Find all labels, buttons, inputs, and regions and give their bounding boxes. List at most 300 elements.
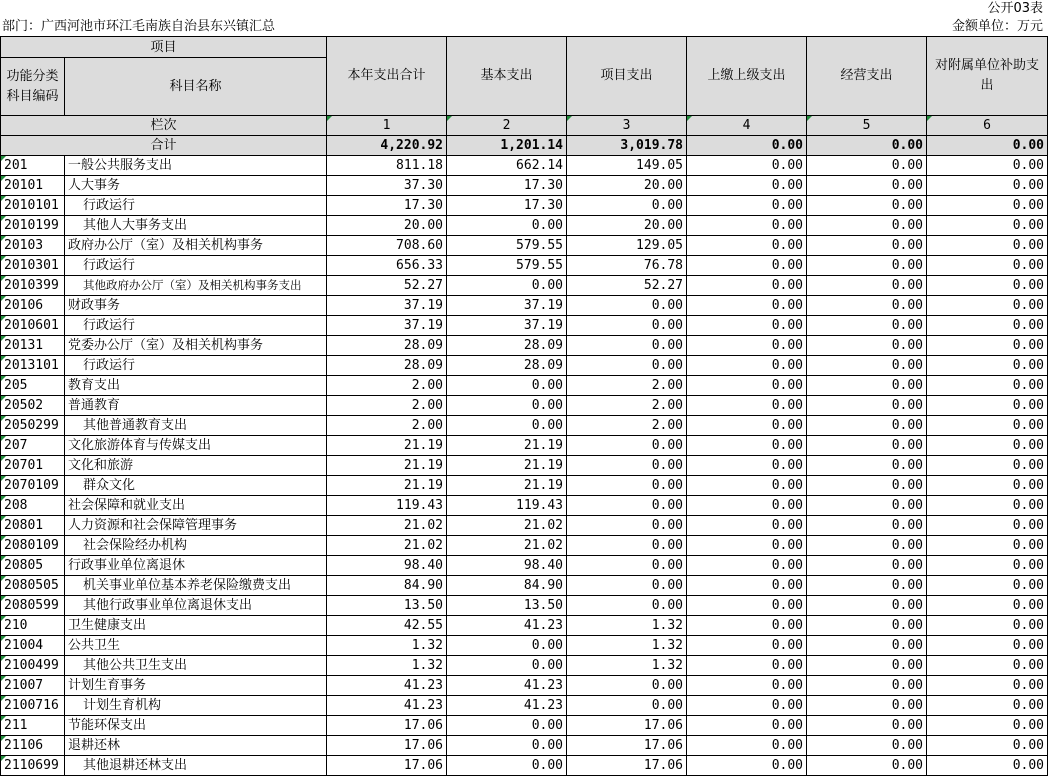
row-value-6[interactable]: 0.00 — [927, 196, 1048, 216]
row-value-1[interactable]: 21.19 — [327, 456, 447, 476]
row-name-cell[interactable]: 社会保险经办机构 — [65, 536, 327, 556]
row-value-3[interactable]: 76.78 — [567, 256, 687, 276]
row-name-cell[interactable]: 群众文化 — [65, 476, 327, 496]
row-value-6[interactable]: 0.00 — [927, 516, 1048, 536]
row-value-1[interactable]: 37.19 — [327, 316, 447, 336]
row-value-1[interactable]: 17.06 — [327, 716, 447, 736]
row-value-3[interactable]: 2.00 — [567, 416, 687, 436]
row-value-4[interactable]: 0.00 — [687, 716, 807, 736]
row-value-4[interactable]: 0.00 — [687, 476, 807, 496]
row-code-cell[interactable]: 2010601 — [1, 316, 65, 336]
row-value-1[interactable]: 41.23 — [327, 676, 447, 696]
row-value-5[interactable]: 0.00 — [807, 556, 927, 576]
row-value-1[interactable]: 21.02 — [327, 536, 447, 556]
row-value-1[interactable]: 2.00 — [327, 396, 447, 416]
row-value-4[interactable]: 0.00 — [687, 376, 807, 396]
row-name-cell[interactable]: 一般公共服务支出 — [65, 156, 327, 176]
row-value-6[interactable]: 0.00 — [927, 416, 1048, 436]
column-number-2[interactable]: 2 — [447, 116, 567, 136]
row-value-2[interactable]: 28.09 — [447, 336, 567, 356]
row-code-cell[interactable]: 20101 — [1, 176, 65, 196]
row-value-5[interactable]: 0.00 — [807, 576, 927, 596]
row-code-cell[interactable]: 210 — [1, 616, 65, 636]
row-name-cell[interactable]: 其他人大事务支出 — [65, 216, 327, 236]
row-value-1[interactable]: 2.00 — [327, 376, 447, 396]
row-value-6[interactable]: 0.00 — [927, 336, 1048, 356]
cell-marker-icon — [1, 616, 6, 621]
row-value-2[interactable]: 579.55 — [447, 236, 567, 256]
cell-marker-icon — [447, 116, 452, 121]
total-value-3[interactable]: 3,019.78 — [567, 136, 687, 156]
row-code-cell[interactable]: 2080109 — [1, 536, 65, 556]
row-value-6[interactable]: 0.00 — [927, 576, 1048, 596]
header-total-expenditure[interactable]: 本年支出合计 — [327, 37, 447, 116]
row-value-2[interactable]: 21.02 — [447, 536, 567, 556]
header-operating-expenditure[interactable]: 经营支出 — [807, 37, 927, 116]
row-value-2[interactable]: 0.00 — [447, 636, 567, 656]
column-number-6[interactable]: 6 — [927, 116, 1048, 136]
row-value-5[interactable]: 0.00 — [807, 396, 927, 416]
row-code-cell[interactable]: 20103 — [1, 236, 65, 256]
row-value-2[interactable]: 0.00 — [447, 756, 567, 776]
row-value-5[interactable]: 0.00 — [807, 596, 927, 616]
row-value-5[interactable]: 0.00 — [807, 476, 927, 496]
row-value-3[interactable]: 0.00 — [567, 356, 687, 376]
row-name-cell[interactable]: 行政事业单位离退休 — [65, 556, 327, 576]
row-value-2[interactable]: 662.14 — [447, 156, 567, 176]
header-subsidy-affiliates[interactable]: 对附属单位补助支出 — [927, 37, 1048, 116]
row-code-cell[interactable]: 208 — [1, 496, 65, 516]
row-value-3[interactable]: 0.00 — [567, 536, 687, 556]
row-value-6[interactable]: 0.00 — [927, 636, 1048, 656]
row-name-cell[interactable]: 文化和旅游 — [65, 456, 327, 476]
row-name-cell[interactable]: 退耕还林 — [65, 736, 327, 756]
row-value-1[interactable]: 84.90 — [327, 576, 447, 596]
row-value-3[interactable]: 149.05 — [567, 156, 687, 176]
total-value-4[interactable]: 0.00 — [687, 136, 807, 156]
row-code-cell[interactable]: 20131 — [1, 336, 65, 356]
row-value-6[interactable]: 0.00 — [927, 436, 1048, 456]
row-value-6[interactable]: 0.00 — [927, 256, 1048, 276]
row-value-3[interactable]: 0.00 — [567, 496, 687, 516]
row-value-4[interactable]: 0.00 — [687, 316, 807, 336]
row-value-1[interactable]: 21.02 — [327, 516, 447, 536]
cell-marker-icon — [1, 396, 6, 401]
row-code-cell[interactable]: 20701 — [1, 456, 65, 476]
row-value-3[interactable]: 0.00 — [567, 696, 687, 716]
row-value-5[interactable]: 0.00 — [807, 236, 927, 256]
cell-marker-icon — [1, 596, 6, 601]
row-name-cell[interactable]: 教育支出 — [65, 376, 327, 396]
row-value-4[interactable]: 0.00 — [687, 656, 807, 676]
row-name-cell[interactable]: 节能环保支出 — [65, 716, 327, 736]
row-value-1[interactable]: 28.09 — [327, 336, 447, 356]
row-value-2[interactable]: 0.00 — [447, 656, 567, 676]
item-group-header[interactable]: 项目 — [1, 37, 327, 58]
row-code-cell[interactable]: 205 — [1, 376, 65, 396]
row-value-5[interactable]: 0.00 — [807, 616, 927, 636]
row-code-cell[interactable]: 2100499 — [1, 656, 65, 676]
row-code-cell[interactable]: 2080599 — [1, 596, 65, 616]
row-value-5[interactable]: 0.00 — [807, 216, 927, 236]
row-value-1[interactable]: 21.19 — [327, 436, 447, 456]
header-basic-expenditure[interactable]: 基本支出 — [447, 37, 567, 116]
row-value-1[interactable]: 28.09 — [327, 356, 447, 376]
row-value-1[interactable]: 119.43 — [327, 496, 447, 516]
row-value-6[interactable]: 0.00 — [927, 316, 1048, 336]
row-value-2[interactable]: 13.50 — [447, 596, 567, 616]
row-value-4[interactable]: 0.00 — [687, 156, 807, 176]
row-value-4[interactable]: 0.00 — [687, 496, 807, 516]
row-value-3[interactable]: 2.00 — [567, 376, 687, 396]
row-value-3[interactable]: 52.27 — [567, 276, 687, 296]
row-value-6[interactable]: 0.00 — [927, 556, 1048, 576]
row-code-cell[interactable]: 2013101 — [1, 356, 65, 376]
cell-marker-icon — [1, 476, 6, 481]
row-value-1[interactable]: 37.30 — [327, 176, 447, 196]
row-value-4[interactable]: 0.00 — [687, 336, 807, 356]
row-value-5[interactable]: 0.00 — [807, 336, 927, 356]
cell-marker-icon — [1, 336, 6, 341]
row-name-cell[interactable]: 公共卫生 — [65, 636, 327, 656]
column-number-1[interactable]: 1 — [327, 116, 447, 136]
row-value-3[interactable]: 20.00 — [567, 176, 687, 196]
cell-marker-icon — [1, 156, 6, 161]
row-value-2[interactable]: 0.00 — [447, 736, 567, 756]
row-value-2[interactable]: 37.19 — [447, 316, 567, 336]
row-code-cell[interactable]: 207 — [1, 436, 65, 456]
cell-marker-icon — [1, 196, 6, 201]
row-name-cell[interactable]: 政府办公厅（室）及相关机构事务 — [65, 236, 327, 256]
row-value-4[interactable]: 0.00 — [687, 596, 807, 616]
row-value-6[interactable]: 0.00 — [927, 396, 1048, 416]
row-value-1[interactable]: 21.19 — [327, 476, 447, 496]
row-value-2[interactable]: 21.19 — [447, 476, 567, 496]
row-value-5[interactable]: 0.00 — [807, 636, 927, 656]
row-value-1[interactable]: 37.19 — [327, 296, 447, 316]
row-value-6[interactable]: 0.00 — [927, 176, 1048, 196]
row-name-cell[interactable]: 文化旅游体育与传媒支出 — [65, 436, 327, 456]
row-value-1[interactable]: 17.30 — [327, 196, 447, 216]
row-value-5[interactable]: 0.00 — [807, 196, 927, 216]
row-value-3[interactable]: 17.06 — [567, 736, 687, 756]
row-value-6[interactable]: 0.00 — [927, 676, 1048, 696]
row-code-cell[interactable]: 21106 — [1, 736, 65, 756]
row-value-4[interactable]: 0.00 — [687, 236, 807, 256]
row-name-cell[interactable]: 行政运行 — [65, 196, 327, 216]
row-name-cell[interactable]: 其他普通教育支出 — [65, 416, 327, 436]
header-remit-superior[interactable]: 上缴上级支出 — [687, 37, 807, 116]
total-value-6[interactable]: 0.00 — [927, 136, 1048, 156]
row-value-5[interactable]: 0.00 — [807, 376, 927, 396]
row-value-5[interactable]: 0.00 — [807, 756, 927, 776]
row-value-5[interactable]: 0.00 — [807, 536, 927, 556]
row-value-1[interactable]: 1.32 — [327, 636, 447, 656]
cell-marker-icon — [807, 116, 812, 121]
row-value-4[interactable]: 0.00 — [687, 196, 807, 216]
row-code-cell[interactable]: 2070109 — [1, 476, 65, 496]
row-value-5[interactable]: 0.00 — [807, 696, 927, 716]
row-value-1[interactable]: 17.06 — [327, 736, 447, 756]
row-code-cell[interactable]: 2110699 — [1, 756, 65, 776]
table-row — [1, 456, 1048, 476]
row-name-cell[interactable]: 计划生育机构 — [65, 696, 327, 716]
row-value-3[interactable]: 0.00 — [567, 336, 687, 356]
row-value-1[interactable]: 708.60 — [327, 236, 447, 256]
row-value-1[interactable]: 98.40 — [327, 556, 447, 576]
row-value-2[interactable]: 21.19 — [447, 456, 567, 476]
row-value-3[interactable]: 0.00 — [567, 436, 687, 456]
row-name-cell[interactable]: 其他退耕还林支出 — [65, 756, 327, 776]
row-value-2[interactable]: 41.23 — [447, 696, 567, 716]
row-value-1[interactable]: 20.00 — [327, 216, 447, 236]
row-value-4[interactable]: 0.00 — [687, 256, 807, 276]
cell-marker-icon — [1, 356, 6, 361]
lanci-label[interactable]: 栏次 — [1, 116, 327, 136]
row-value-4[interactable]: 0.00 — [687, 756, 807, 776]
cell-marker-icon — [1, 736, 6, 741]
row-code-cell[interactable]: 201 — [1, 156, 65, 176]
row-name-cell[interactable]: 其他政府办公厅（室）及相关机构事务支出 — [65, 276, 327, 296]
row-value-5[interactable]: 0.00 — [807, 356, 927, 376]
row-value-1[interactable]: 2.00 — [327, 416, 447, 436]
row-value-5[interactable]: 0.00 — [807, 736, 927, 756]
row-value-3[interactable]: 0.00 — [567, 476, 687, 496]
column-number-4[interactable]: 4 — [687, 116, 807, 136]
row-value-6[interactable]: 0.00 — [927, 536, 1048, 556]
row-value-4[interactable]: 0.00 — [687, 356, 807, 376]
row-value-2[interactable]: 579.55 — [447, 256, 567, 276]
row-value-4[interactable]: 0.00 — [687, 636, 807, 656]
row-value-4[interactable]: 0.00 — [687, 296, 807, 316]
row-value-6[interactable]: 0.00 — [927, 156, 1048, 176]
row-value-1[interactable]: 1.32 — [327, 656, 447, 676]
row-value-5[interactable]: 0.00 — [807, 276, 927, 296]
row-name-cell[interactable]: 机关事业单位基本养老保险缴费支出 — [65, 576, 327, 596]
row-name-cell[interactable]: 其他公共卫生支出 — [65, 656, 327, 676]
row-value-1[interactable]: 656.33 — [327, 256, 447, 276]
row-code-cell[interactable]: 2010301 — [1, 256, 65, 276]
row-value-2[interactable]: 41.23 — [447, 676, 567, 696]
row-value-5[interactable]: 0.00 — [807, 296, 927, 316]
row-value-3[interactable]: 0.00 — [567, 676, 687, 696]
row-value-3[interactable]: 129.05 — [567, 236, 687, 256]
row-value-3[interactable]: 17.06 — [567, 756, 687, 776]
row-value-4[interactable]: 0.00 — [687, 676, 807, 696]
row-name-cell[interactable]: 财政事务 — [65, 296, 327, 316]
table-row — [1, 696, 1048, 716]
row-value-4[interactable]: 0.00 — [687, 396, 807, 416]
row-value-1[interactable]: 13.50 — [327, 596, 447, 616]
row-value-2[interactable]: 21.02 — [447, 516, 567, 536]
row-value-3[interactable]: 0.00 — [567, 576, 687, 596]
cell-marker-icon — [327, 116, 332, 121]
row-value-3[interactable]: 0.00 — [567, 296, 687, 316]
row-value-5[interactable]: 0.00 — [807, 176, 927, 196]
table-row — [1, 416, 1048, 436]
row-code-cell[interactable]: 2050299 — [1, 416, 65, 436]
cell-marker-icon — [1, 496, 6, 501]
row-value-4[interactable]: 0.00 — [687, 436, 807, 456]
row-value-5[interactable]: 0.00 — [807, 316, 927, 336]
table-row — [1, 576, 1048, 596]
header-project-expenditure[interactable]: 项目支出 — [567, 37, 687, 116]
row-value-2[interactable]: 119.43 — [447, 496, 567, 516]
row-name-cell[interactable]: 社会保障和就业支出 — [65, 496, 327, 516]
row-value-6[interactable]: 0.00 — [927, 596, 1048, 616]
row-name-cell[interactable]: 卫生健康支出 — [65, 616, 327, 636]
row-code-cell[interactable]: 20106 — [1, 296, 65, 316]
row-value-6[interactable]: 0.00 — [927, 656, 1048, 676]
row-name-cell[interactable]: 党委办公厅（室）及相关机构事务 — [65, 336, 327, 356]
row-code-cell[interactable]: 2080505 — [1, 576, 65, 596]
row-value-1[interactable]: 17.06 — [327, 756, 447, 776]
row-value-3[interactable]: 17.06 — [567, 716, 687, 736]
row-value-3[interactable]: 1.32 — [567, 636, 687, 656]
row-value-2[interactable]: 98.40 — [447, 556, 567, 576]
row-value-2[interactable]: 17.30 — [447, 196, 567, 216]
column-number-3[interactable]: 3 — [567, 116, 687, 136]
total-row — [1, 136, 1048, 156]
row-value-4[interactable]: 0.00 — [687, 276, 807, 296]
row-value-3[interactable]: 0.00 — [567, 316, 687, 336]
header-name[interactable]: 科目名称 — [65, 58, 327, 116]
cell-marker-icon — [1, 696, 6, 701]
row-value-6[interactable]: 0.00 — [927, 716, 1048, 736]
table-row — [1, 196, 1048, 216]
row-value-4[interactable]: 0.00 — [687, 736, 807, 756]
row-value-6[interactable]: 0.00 — [927, 496, 1048, 516]
row-value-4[interactable]: 0.00 — [687, 216, 807, 236]
row-value-6[interactable]: 0.00 — [927, 356, 1048, 376]
cell-marker-icon — [1, 416, 6, 421]
row-name-cell[interactable]: 人大事务 — [65, 176, 327, 196]
row-value-3[interactable]: 0.00 — [567, 596, 687, 616]
row-value-6[interactable]: 0.00 — [927, 296, 1048, 316]
total-value-2[interactable]: 1,201.14 — [447, 136, 567, 156]
row-value-4[interactable]: 0.00 — [687, 516, 807, 536]
row-value-3[interactable]: 0.00 — [567, 516, 687, 536]
row-value-3[interactable]: 0.00 — [567, 196, 687, 216]
row-value-3[interactable]: 1.32 — [567, 656, 687, 676]
row-value-5[interactable]: 0.00 — [807, 436, 927, 456]
row-value-3[interactable]: 0.00 — [567, 456, 687, 476]
row-name-cell[interactable]: 其他行政事业单位离退休支出 — [65, 596, 327, 616]
row-value-5[interactable]: 0.00 — [807, 256, 927, 276]
row-value-2[interactable]: 0.00 — [447, 276, 567, 296]
row-code-cell[interactable]: 20801 — [1, 516, 65, 536]
row-value-3[interactable]: 2.00 — [567, 396, 687, 416]
row-code-cell[interactable]: 2010101 — [1, 196, 65, 216]
total-label[interactable]: 合计 — [1, 136, 327, 156]
row-value-2[interactable]: 17.30 — [447, 176, 567, 196]
cell-marker-icon — [1, 656, 6, 661]
row-value-4[interactable]: 0.00 — [687, 576, 807, 596]
row-code-cell[interactable]: 21007 — [1, 676, 65, 696]
row-code-cell[interactable]: 20502 — [1, 396, 65, 416]
row-value-2[interactable]: 0.00 — [447, 216, 567, 236]
row-value-6[interactable]: 0.00 — [927, 216, 1048, 236]
row-name-cell[interactable]: 行政运行 — [65, 356, 327, 376]
row-name-cell[interactable]: 行政运行 — [65, 316, 327, 336]
row-value-2[interactable]: 28.09 — [447, 356, 567, 376]
row-value-6[interactable]: 0.00 — [927, 756, 1048, 776]
row-value-6[interactable]: 0.00 — [927, 696, 1048, 716]
row-value-4[interactable]: 0.00 — [687, 616, 807, 636]
row-value-2[interactable]: 0.00 — [447, 376, 567, 396]
row-value-5[interactable]: 0.00 — [807, 496, 927, 516]
cell-marker-icon — [1, 236, 6, 241]
total-value-5[interactable]: 0.00 — [807, 136, 927, 156]
row-value-2[interactable]: 0.00 — [447, 396, 567, 416]
table-row — [1, 316, 1048, 336]
row-code-cell[interactable]: 2100716 — [1, 696, 65, 716]
row-value-5[interactable]: 0.00 — [807, 156, 927, 176]
row-value-2[interactable]: 21.19 — [447, 436, 567, 456]
row-value-5[interactable]: 0.00 — [807, 676, 927, 696]
row-value-2[interactable]: 37.19 — [447, 296, 567, 316]
row-value-2[interactable]: 0.00 — [447, 716, 567, 736]
row-value-4[interactable]: 0.00 — [687, 556, 807, 576]
column-number-5[interactable]: 5 — [807, 116, 927, 136]
row-value-3[interactable]: 1.32 — [567, 616, 687, 636]
row-value-1[interactable]: 42.55 — [327, 616, 447, 636]
expenditure-table — [0, 36, 1048, 776]
row-code-cell[interactable]: 2010199 — [1, 216, 65, 236]
row-name-cell[interactable]: 计划生育事务 — [65, 676, 327, 696]
row-value-5[interactable]: 0.00 — [807, 716, 927, 736]
row-value-6[interactable]: 0.00 — [927, 236, 1048, 256]
row-value-5[interactable]: 0.00 — [807, 416, 927, 436]
cell-marker-icon — [1, 576, 6, 581]
row-code-cell[interactable]: 2010399 — [1, 276, 65, 296]
row-code-cell[interactable]: 20805 — [1, 556, 65, 576]
row-value-6[interactable]: 0.00 — [927, 616, 1048, 636]
row-code-cell[interactable]: 21004 — [1, 636, 65, 656]
total-value-1[interactable]: 4,220.92 — [327, 136, 447, 156]
row-value-3[interactable]: 0.00 — [567, 556, 687, 576]
row-value-1[interactable]: 41.23 — [327, 696, 447, 716]
row-value-6[interactable]: 0.00 — [927, 376, 1048, 396]
row-value-2[interactable]: 0.00 — [447, 416, 567, 436]
row-value-4[interactable]: 0.00 — [687, 176, 807, 196]
row-value-1[interactable]: 811.18 — [327, 156, 447, 176]
row-value-6[interactable]: 0.00 — [927, 736, 1048, 756]
row-name-cell[interactable]: 行政运行 — [65, 256, 327, 276]
row-value-4[interactable]: 0.00 — [687, 416, 807, 436]
row-value-6[interactable]: 0.00 — [927, 476, 1048, 496]
row-value-6[interactable]: 0.00 — [927, 276, 1048, 296]
row-value-2[interactable]: 84.90 — [447, 576, 567, 596]
row-value-5[interactable]: 0.00 — [807, 516, 927, 536]
table-row — [1, 596, 1048, 616]
row-value-5[interactable]: 0.00 — [807, 656, 927, 676]
row-name-cell[interactable]: 人力资源和社会保障管理事务 — [65, 516, 327, 536]
row-value-1[interactable]: 52.27 — [327, 276, 447, 296]
row-value-4[interactable]: 0.00 — [687, 456, 807, 476]
row-value-4[interactable]: 0.00 — [687, 696, 807, 716]
table-row — [1, 636, 1048, 656]
row-name-cell[interactable]: 普通教育 — [65, 396, 327, 416]
row-code-cell[interactable]: 211 — [1, 716, 65, 736]
row-value-2[interactable]: 41.23 — [447, 616, 567, 636]
row-value-5[interactable]: 0.00 — [807, 456, 927, 476]
row-value-4[interactable]: 0.00 — [687, 536, 807, 556]
row-value-3[interactable]: 20.00 — [567, 216, 687, 236]
header-code[interactable]: 功能分类科目编码 — [1, 58, 65, 116]
row-value-6[interactable]: 0.00 — [927, 456, 1048, 476]
cell-marker-icon — [1, 276, 6, 281]
